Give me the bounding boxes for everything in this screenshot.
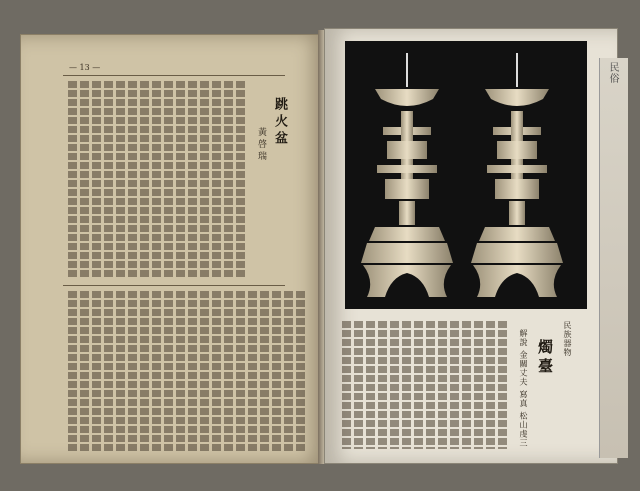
middle-rule xyxy=(63,285,285,286)
page-number: — 13 — xyxy=(69,63,101,72)
article-author: 黃啓瑞 xyxy=(256,127,266,163)
section-label: 民族器物 xyxy=(563,321,572,357)
candlestick-photo xyxy=(345,41,587,309)
caption-body xyxy=(337,321,507,449)
right-page xyxy=(324,28,618,464)
top-rule xyxy=(63,75,285,76)
candlestick-left xyxy=(361,53,453,297)
candlestick-right xyxy=(471,53,563,297)
open-book xyxy=(20,28,620,468)
edge-label: 民俗 xyxy=(607,62,618,84)
candlestick-illustration xyxy=(345,41,587,309)
left-page xyxy=(20,34,326,464)
next-page-edge xyxy=(599,58,628,458)
article-title: 跳火盆 xyxy=(272,97,287,148)
article-body-lower xyxy=(65,291,305,451)
article-byline: 解說 金關丈夫 寫真 松山虔三 xyxy=(519,329,528,448)
article-body-upper xyxy=(65,81,245,279)
article-title-right: 燭臺 xyxy=(536,339,554,377)
